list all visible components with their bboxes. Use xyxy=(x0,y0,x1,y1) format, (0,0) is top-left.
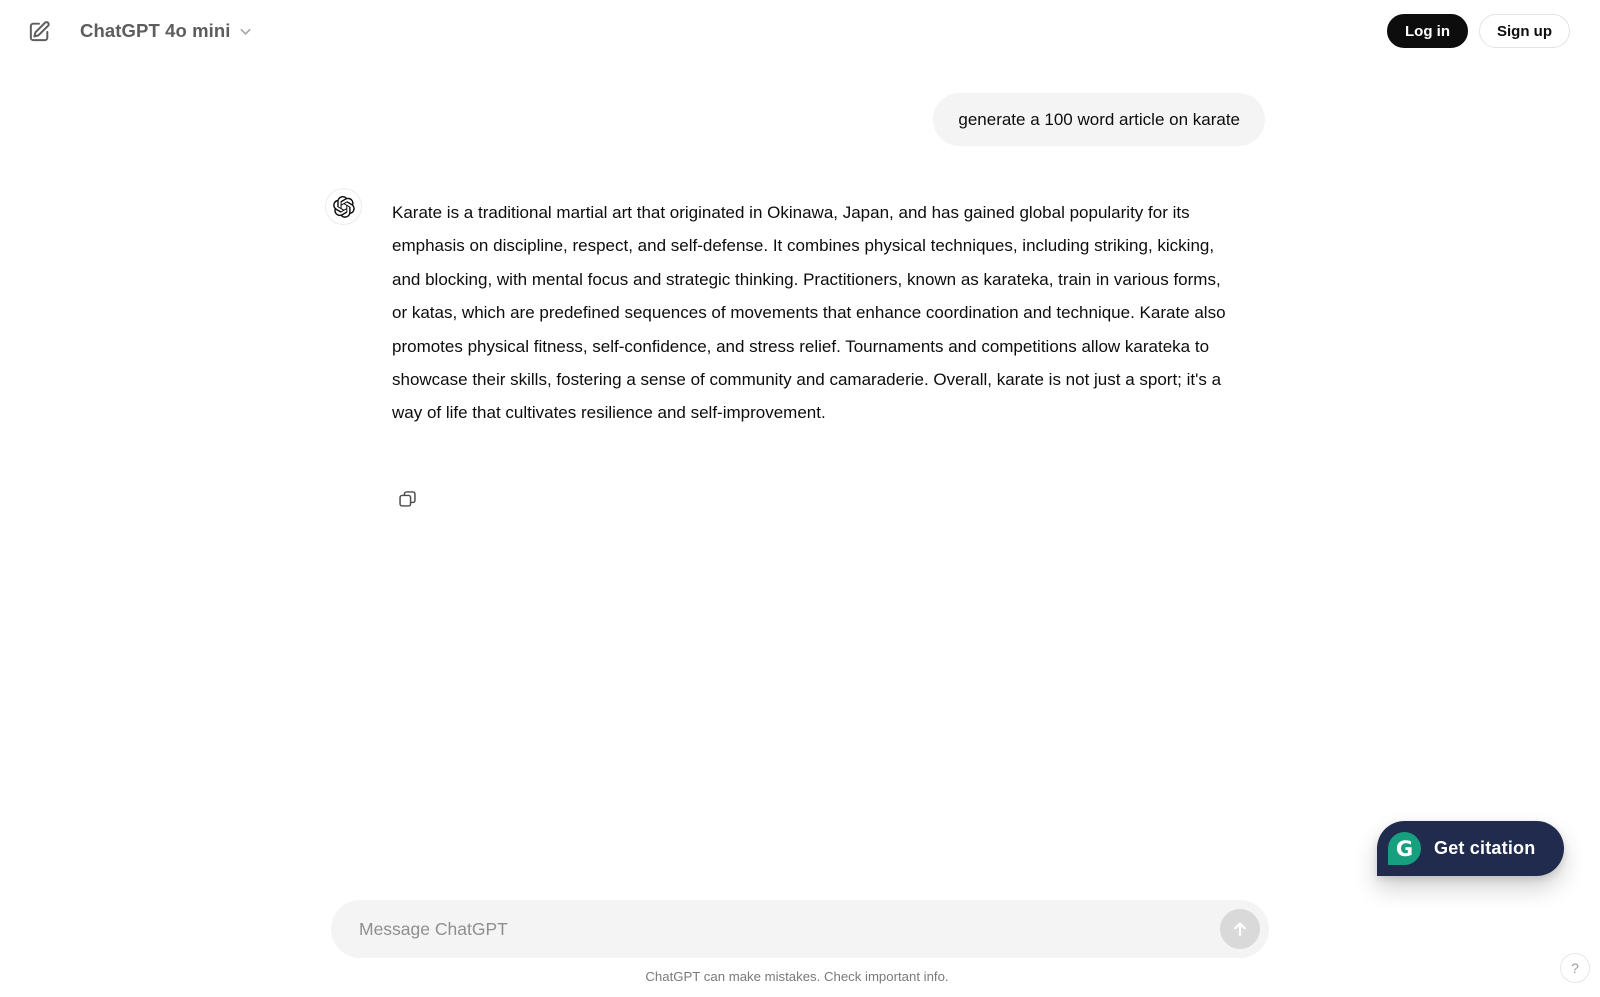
get-citation-label: Get citation xyxy=(1434,838,1536,858)
help-button[interactable] xyxy=(1560,953,1590,983)
grammarly-get-citation-button[interactable] xyxy=(1377,821,1564,876)
chat-column xyxy=(325,0,1269,997)
signup-button[interactable]: Sign up xyxy=(1479,14,1570,48)
copy-button[interactable] xyxy=(391,482,423,514)
composer xyxy=(331,900,1269,958)
header-left xyxy=(20,12,262,50)
chevron-down-icon xyxy=(237,23,254,40)
assistant-avatar xyxy=(325,188,362,225)
top-bar xyxy=(0,0,1600,62)
openai-logo-icon xyxy=(333,196,355,218)
grammarly-logo-icon: G xyxy=(1388,832,1421,865)
question-mark-icon: ? xyxy=(1571,960,1579,976)
login-button[interactable]: Log in xyxy=(1387,14,1468,48)
new-chat-icon xyxy=(27,19,52,44)
model-title: ChatGPT 4o mini xyxy=(80,20,231,41)
send-arrow-icon xyxy=(1229,918,1251,940)
copy-icon xyxy=(397,488,418,509)
disclaimer-text: ChatGPT can make mistakes. Check important info. xyxy=(645,969,949,984)
new-chat-button[interactable] xyxy=(20,12,58,50)
send-button[interactable] xyxy=(1220,909,1260,949)
model-switcher[interactable] xyxy=(72,14,262,48)
user-message-bubble: generate a 100 word article on karate xyxy=(933,93,1265,146)
assistant-message-text: Karate is a traditional martial art that originated in Okinawa, Japan, and has gained global popularity for its emphasis on discipline, respect, and self-defense. It combines physical techniques, including striking, kicking, and blocking, with mental focus and strategic thinking. Practitioners, known as karateka, train in various forms, or katas, which are predefined sequences of movements that enhance coordination and technique. Karate also promotes physical fitness, self-confidence, and stress relief. Tournaments and competitions allow karateka to showcase their skills, fostering a sense of community and camaraderie. Overall, karate is not just a sport; it's a way of life that cultivates resilience and self-improvement. xyxy=(392,203,1226,423)
user-message-row xyxy=(933,93,1265,146)
message-input[interactable] xyxy=(331,900,1269,958)
header-right xyxy=(1387,14,1570,48)
